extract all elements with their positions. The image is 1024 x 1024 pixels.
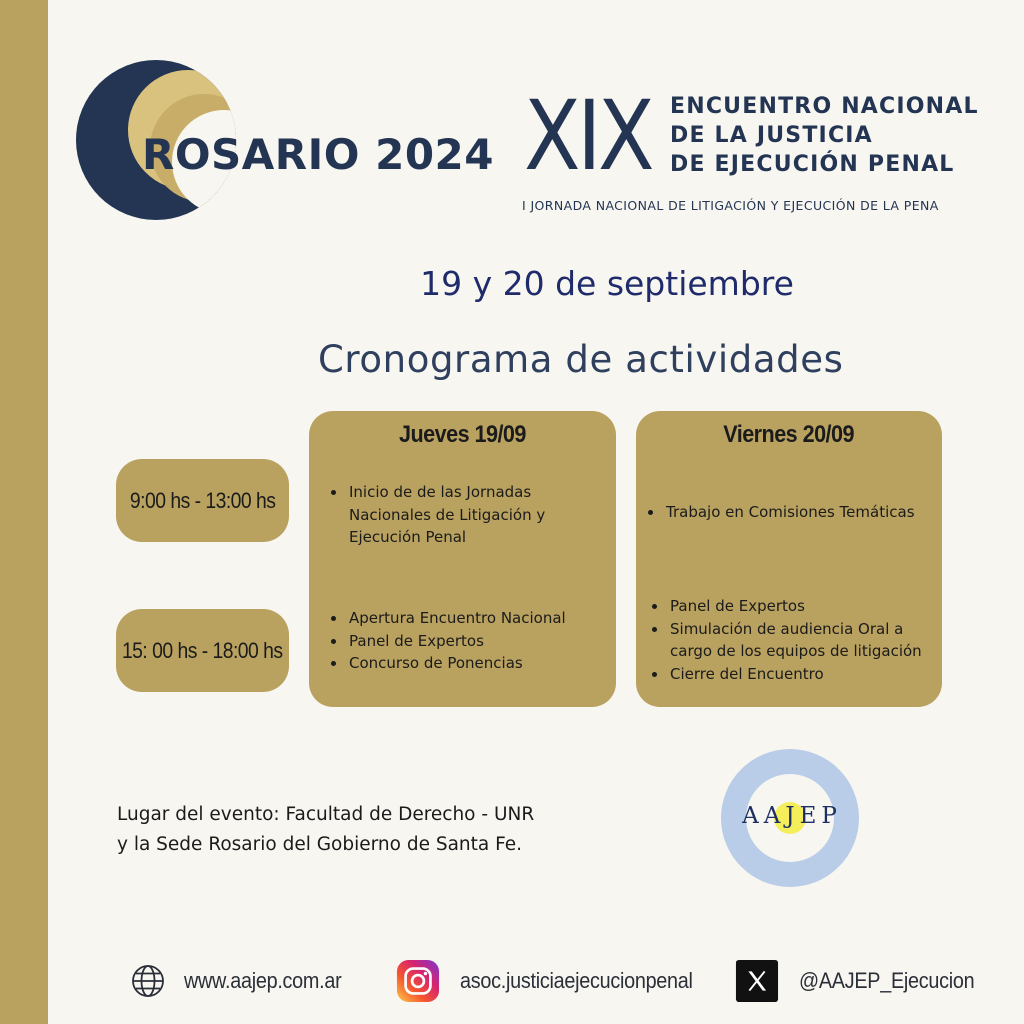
activity-list-morning — [329, 481, 599, 549]
day-title-text: Viernes 20/09 — [723, 421, 855, 448]
activity-list-morning — [646, 501, 936, 524]
venue-line: y la Sede Rosario del Gobierno de Santa Fe. — [117, 834, 523, 855]
rosario-logo-text: ROSARIO 2024 — [142, 130, 494, 179]
list-item: Panel de Expertos — [650, 595, 935, 618]
instagram-icon — [396, 959, 440, 1003]
time-slot-label: 9:00 hs - 13:00 hs — [129, 487, 276, 513]
footer-x[interactable] — [735, 958, 994, 1004]
time-slot-afternoon — [116, 609, 289, 692]
activity-list-afternoon — [329, 607, 604, 675]
schedule-title: Cronograma de actividades — [318, 338, 844, 381]
list-item: Panel de Expertos — [329, 630, 604, 653]
list-item: Simulación de audiencia Oral a cargo de los equipos de litigación — [650, 618, 935, 663]
website-link[interactable] — [184, 968, 359, 994]
globe-icon — [126, 959, 170, 1003]
day-card-friday — [636, 411, 942, 707]
venue-line: Lugar del evento: Facultad de Derecho - UNR — [117, 804, 535, 825]
instagram-handle[interactable] — [460, 968, 719, 994]
day-title — [309, 421, 616, 449]
aajep-logo-text: AAJEP — [742, 803, 842, 829]
website-link-text: www.aajep.com.ar — [184, 968, 342, 993]
day-title — [636, 421, 942, 449]
rosario-2024-logo — [76, 58, 496, 223]
footer-instagram[interactable] — [396, 958, 719, 1004]
x-handle[interactable] — [799, 968, 994, 994]
event-title-line: ENCUENTRO NACIONAL — [670, 94, 979, 119]
day-card-thursday — [309, 411, 616, 707]
day-title-text: Jueves 19/09 — [399, 421, 526, 448]
event-subtitle: I JORNADA NACIONAL DE LITIGACIÓN Y EJECUCIÓN DE LA PENA — [522, 198, 939, 213]
event-title — [670, 92, 979, 179]
list-item: Inicio de de las Jornadas Nacionales de Litigación y Ejecución Penal — [329, 481, 599, 549]
event-title-line: DE LA JUSTICIA — [670, 123, 873, 148]
instagram-handle-text: asoc.justiciaejecucionpenal — [460, 968, 693, 993]
event-dates — [0, 264, 1024, 303]
list-item: Trabajo en Comisiones Temáticas — [646, 501, 936, 524]
list-item: Cierre del Encuentro — [650, 663, 935, 686]
edition-numeral: XIX — [524, 80, 652, 192]
aajep-logo — [721, 749, 859, 887]
time-slot-label: 15: 00 hs - 18:00 hs — [122, 637, 283, 663]
footer-website[interactable] — [126, 958, 359, 1004]
x-handle-text: @AAJEP_Ejecucion — [799, 968, 975, 993]
activity-list-afternoon — [650, 595, 935, 685]
list-item: Concurso de Ponencias — [329, 652, 604, 675]
event-venue — [117, 800, 534, 860]
x-icon — [735, 959, 779, 1003]
event-dates-text: 19 y 20 de septiembre — [420, 264, 794, 303]
list-item: Apertura Encuentro Nacional — [329, 607, 604, 630]
event-title-line: DE EJECUCIÓN PENAL — [670, 152, 955, 177]
side-accent-bar — [0, 0, 48, 1024]
time-slot-morning — [116, 459, 289, 542]
